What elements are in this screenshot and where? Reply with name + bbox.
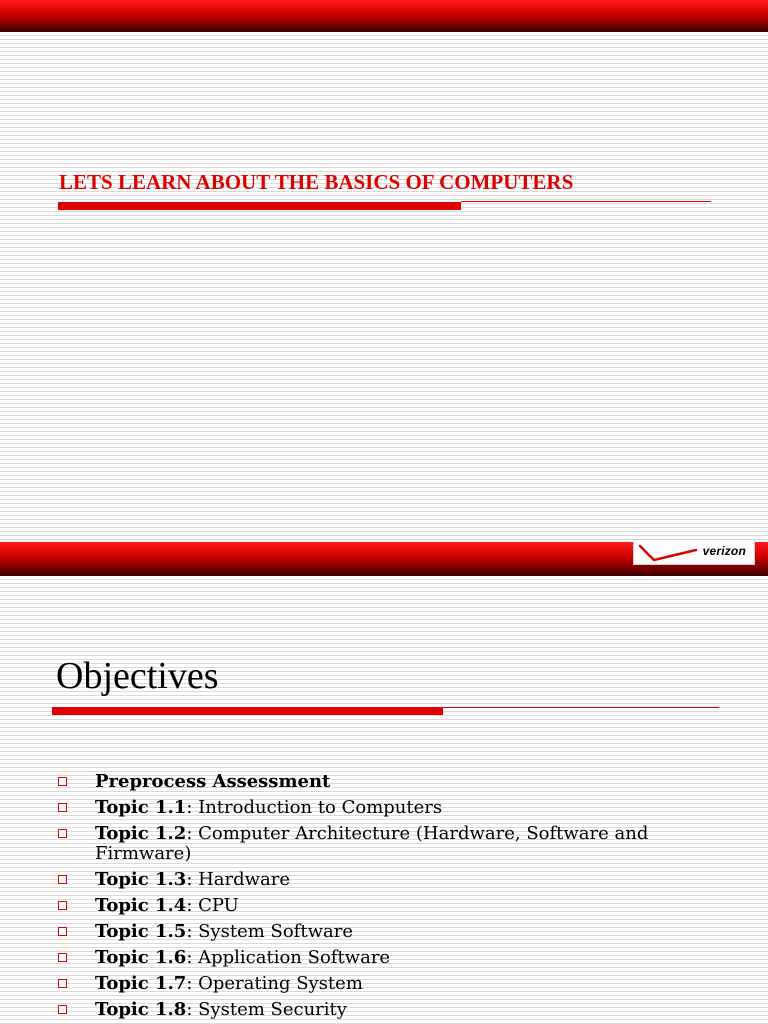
list-item (58, 948, 738, 968)
topic-text: : CPU (186, 895, 239, 916)
topic-label: Topic 1.2 (95, 823, 187, 844)
topic-label: Topic 1.6 (95, 947, 187, 968)
square-bullet-icon (58, 901, 67, 910)
logo-text: verizon (702, 544, 746, 558)
topic-label: Preprocess Assessment (95, 771, 331, 792)
topic-text: : System Security (186, 999, 347, 1020)
list-item (58, 798, 738, 818)
verizon-check-icon (638, 542, 698, 562)
topic-text: : System Software (186, 921, 353, 942)
topic-label: Topic 1.1 (95, 797, 187, 818)
objectives-underline-thick (52, 707, 443, 715)
square-bullet-icon (58, 979, 67, 988)
topic-text: : Application Software (186, 947, 391, 968)
list-item (58, 772, 738, 792)
topic-text: : Hardware (186, 869, 291, 890)
topic-label: Topic 1.5 (95, 921, 187, 942)
topic-label: Topic 1.7 (95, 973, 187, 994)
topic-text: : Computer Architecture (Hardware, Software and Firmware) (95, 823, 649, 864)
objectives-list (58, 772, 738, 1024)
topic-label: Topic 1.3 (95, 869, 187, 890)
list-item (58, 896, 738, 916)
list-item (58, 870, 738, 890)
verizon-logo (633, 539, 755, 565)
slide-title-text: LETS LEARN ABOUT THE BASICS OF COMPUTERS (59, 170, 574, 194)
square-bullet-icon (58, 927, 67, 936)
title-underline-thick (58, 202, 461, 210)
topic-text: : Introduction to Computers (186, 797, 443, 818)
top-band (0, 0, 768, 32)
list-item (58, 922, 738, 942)
square-bullet-icon (58, 1005, 67, 1014)
square-bullet-icon (58, 829, 67, 838)
topic-label: Topic 1.8 (95, 999, 187, 1020)
topic-label: Topic 1.4 (95, 895, 187, 916)
square-bullet-icon (58, 875, 67, 884)
list-item (58, 1000, 738, 1020)
title-underline-thin (461, 201, 711, 202)
list-item (58, 974, 738, 994)
objectives-underline-thin (443, 707, 719, 708)
objectives-title: Objectives (56, 655, 219, 697)
slide-objectives (0, 576, 768, 1024)
topic-text: : Operating System (186, 973, 363, 994)
list-item (58, 824, 738, 864)
square-bullet-icon (58, 803, 67, 812)
square-bullet-icon (58, 953, 67, 962)
square-bullet-icon (58, 777, 67, 786)
